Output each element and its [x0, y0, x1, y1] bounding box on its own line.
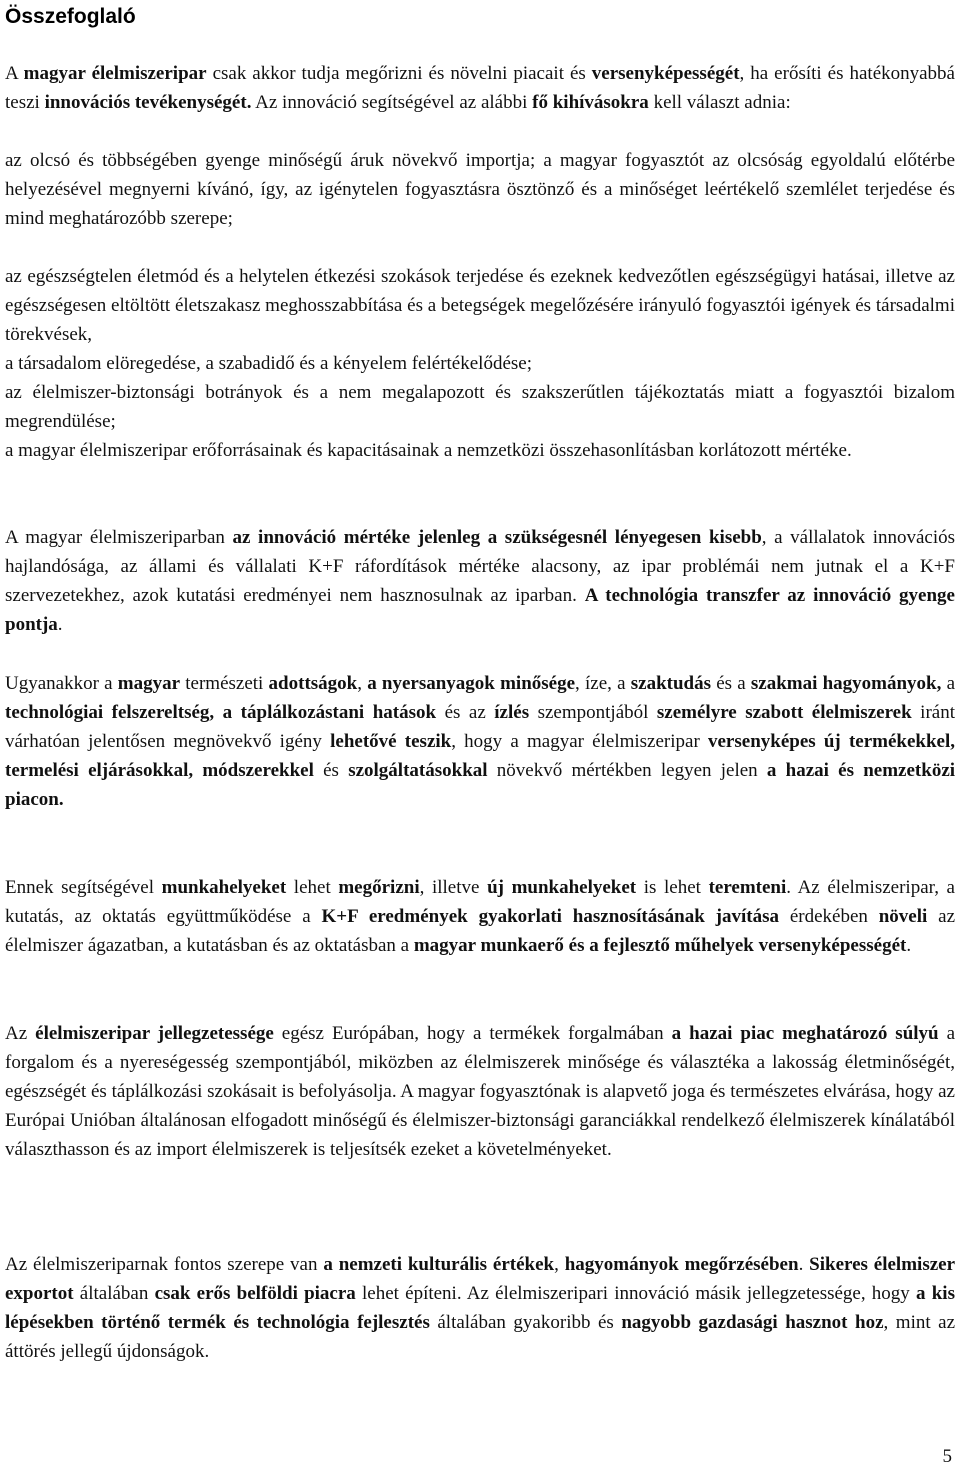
- challenge-item-health: az egészségtelen életmód és a helytelen étkezési szokások terjedése és ezeknek kedvezőtlen egészségügyi hatásai, illetve az egészségesen eltöltött életszakasz meghosszabbítása és a betegségek megelőzésére irányuló fogyasztói igények és társadalmi törekvések,: [5, 266, 955, 345]
- culture-paragraph: Az élelmiszeriparnak fontos szerepe van a nemzeti kulturális értékek, hagyományok megőrzésében. Sikeres élelmiszer exportot általában csak erős belföldi piacra lehet építeni. Az élelmiszeripari innováció másik jellegzetessége, hogy a kis lépésekben történő termék és technológia fejlesztés általában gyakoribb és nagyobb gazdasági hasznot hoz, mint az áttörés jellegű újdonságok.: [5, 1254, 956, 1362]
- page-title: Összefoglaló: [5, 5, 136, 28]
- challenge-item-import: az olcsó és többségében gyenge minőségű áruk növekvő importja; a magyar fogyasztót az olcsóság egyoldalú előtérbe helyezésével megnyerni kívánó, így, az igénytelen fogyasztásra ösztönző és a minőséget leértékelő szemlélet terjedése és mind meghatározóbb szerepe;: [5, 150, 955, 229]
- market-paragraph: Az élelmiszeripar jellegzetessége egész Európában, hogy a termékek forgalmában a hazai piac meghatározó súlyú a forgalom és a nyereségesség szempontjából, miközben az élelmiszerek minősége és választéka a lakosság életminőségét, egészségét és táplálkozási szokásait is befolyásolja. A magyar fogyasztónak is alapvető joga és természetes elvárása, hogy az Európai Unióban általánosan elfogadott minőségű és élelmiszer-biztonsági garanciákkal rendelkező élelmiszerek kínálatából választhasson és az import élelmiszerek is teljesítsék ezeket a követelményeket.: [5, 1023, 956, 1160]
- intro-paragraph: A magyar élelmiszeripar csak akkor tudja megőrizni és növelni piacait és versenyképességét, ha erősíti és hatékonyabbá teszi innovációs tevékenységét. Az innováció segítségével az alábbi fő kihívásokra kell választ adnia:: [5, 63, 955, 113]
- employment-paragraph: Ennek segítségével munkahelyeket lehet megőrizni, illetve új munkahelyeket is lehet teremteni. Az élelmiszeripar, a kutatás, az oktatás együttműködése a K+F eredmények gyakorlati hasznosításának javítása érdekében növeli az élelmiszer ágazatban, a kutatásban és az oktatásban a magyar munkaerő és a fejlesztő műhelyek versenyképességét.: [5, 877, 956, 956]
- challenge-item-aging: a társadalom elöregedése, a szabadidő és a kényelem felértékelődése;: [5, 353, 532, 374]
- opportunities-paragraph: Ugyanakkor a magyar természeti adottságok, a nyersanyagok minősége, íze, a szaktudás és a szakmai hagyományok, a technológiai felszereltség, a táplálkozástani hatások és az ízlés szempontjából személyre szabott élelmiszerek iránt várhatóan jelentősen megnövekvő igény lehetővé teszik, hogy a magyar élelmiszeripar versenyképes új termékekkel, termelési eljárásokkal, módszerekkel és szolgáltatásokkal növekvő mértékben legyen jelen a hazai és nemzetközi piacon.: [5, 673, 956, 810]
- innovation-paragraph: A magyar élelmiszeriparban az innováció mértéke jelenleg a szükségesnél lényegesen kisebb, a vállalatok innovációs hajlandósága, az állami és vállalati K+F ráfordítások mértéke alacsony, az ipar problémái nem jutnak el a K+F szervezetekhez, azok kutatási eredményei nem hasznosulnak az iparban. A technológia transzfer az innováció gyenge pontja.: [5, 527, 956, 635]
- challenge-item-food-safety: az élelmiszer-biztonsági botrányok és a nem megalapozott és szakszerűtlen tájékoztatás miatt a fogyasztói bizalom megrendülése;: [5, 382, 955, 432]
- challenge-item-capacity: a magyar élelmiszeripar erőforrásainak és kapacitásainak a nemzetközi összehasonlításban korlátozott mértéke.: [5, 440, 852, 461]
- page-number: 5: [942, 1446, 952, 1467]
